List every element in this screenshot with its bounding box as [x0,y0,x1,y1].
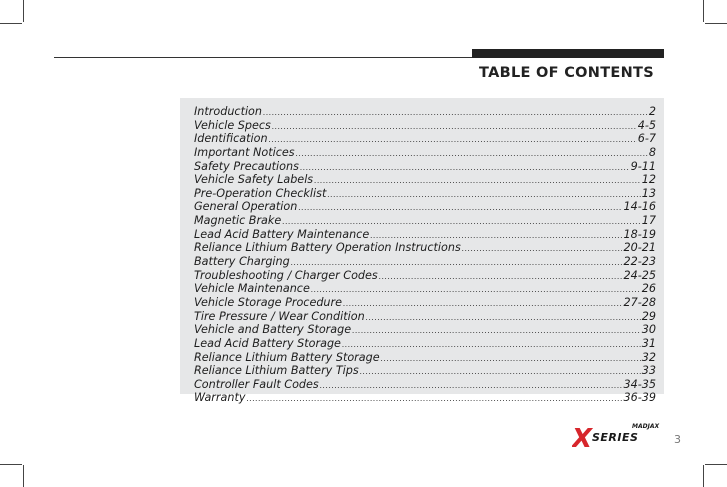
toc-entry [194,255,656,269]
toc-entry [194,132,656,146]
toc-entry [194,173,656,187]
toc-entry-title: Warranty [194,391,246,405]
toc-entry-page: 29 [641,309,656,323]
toc-entry-title: Reliance Lithium Battery Storage [194,350,380,364]
toc-entry-title: Vehicle and Battery Storage [194,323,352,337]
toc-entry-title: Vehicle Specs [194,118,271,132]
toc-entry-page: 36-39 [623,391,656,405]
toc-entry-title: Safety Precautions [194,159,299,173]
toc-entry [194,160,656,174]
logo-brand-series: SERIES [592,431,639,444]
toc-leader-dots [327,188,640,202]
toc-entry-title: Vehicle Safety Labels [194,173,314,187]
toc-leader-dots [342,338,641,352]
toc-entry [194,391,656,405]
toc-entry-title: Introduction [194,105,262,118]
toc-entry [194,228,656,242]
toc-entry-page: 6-7 [637,132,656,146]
toc-leader-dots [269,133,637,147]
toc-entry-title: Identification [194,132,268,146]
toc-leader-dots [379,270,623,284]
toc-entry-title: Controller Fault Codes [194,377,319,391]
toc-entry-title: Reliance Lithium Battery Tips [194,364,359,378]
crop-mark [0,464,22,465]
toc-entry-page: 34-35 [623,377,656,391]
toc-entry-title: Tire Pressure / Wear Condition [194,309,365,323]
toc-entry-title: Lead Acid Battery Storage [194,336,341,350]
toc-entry [194,269,656,283]
toc-entry [194,282,656,296]
toc-entry-page: 26 [641,282,656,296]
toc-entry [194,119,656,133]
logo-brand-x: X [572,424,593,448]
toc-entry-page: 18-19 [623,227,656,241]
toc-leader-dots [314,174,641,188]
toc-entry-page: 24-25 [623,268,656,282]
toc-entry-page: 27-28 [623,295,656,309]
toc-entry [194,105,656,119]
crop-mark [0,23,22,24]
toc-list [194,105,656,405]
toc-entry-title: Pre-Operation Checklist [194,186,327,200]
toc-entry-page: 4-5 [637,118,656,132]
toc-entry-page: 2 [648,105,656,118]
toc-panel [180,98,664,405]
toc-entry [194,378,656,392]
toc-entry [194,200,656,214]
logo-brand-small: MADJAX [632,423,660,430]
toc-entry-page: 20-21 [623,241,656,255]
toc-entry-page: 9-11 [630,159,656,173]
toc-leader-dots [298,201,622,215]
crop-mark [23,0,24,22]
toc-leader-dots [370,229,622,243]
toc-entry [194,146,656,160]
toc-entry-page: 31 [641,336,656,350]
toc-entry-page: 12 [641,173,656,187]
toc-leader-dots [360,365,641,379]
toc-entry-page: 33 [641,364,656,378]
toc-entry-title: Important Notices [194,145,295,159]
toc-entry [194,296,656,310]
toc-entry [194,241,656,255]
toc-leader-dots [343,297,622,311]
crop-mark [23,465,24,487]
toc-leader-dots [320,379,623,393]
toc-leader-dots [352,324,641,338]
toc-entry-page: 13 [641,186,656,200]
toc-entry [194,187,656,201]
toc-leader-dots [366,311,641,325]
toc-entry-title: Lead Acid Battery Maintenance [194,227,370,241]
toc-entry-title: Reliance Lithium Battery Operation Instructions [194,241,461,255]
toc-entry-page: 22-23 [623,255,656,269]
toc-leader-dots [300,161,630,175]
toc-entry [194,364,656,378]
toc-entry-page: 30 [641,323,656,337]
crop-mark [705,464,727,465]
page-title: TABLE OF CONTENTS [479,65,654,81]
toc-leader-dots [291,256,623,270]
toc-leader-dots [311,283,641,297]
toc-entry-title: Battery Charging [194,255,290,269]
toc-entry-title: Troubleshooting / Charger Codes [194,268,378,282]
toc-entry [194,337,656,351]
toc-entry-page: 32 [641,350,656,364]
toc-entry [194,323,656,337]
toc-entry-page: 17 [641,214,656,228]
crop-mark [703,465,704,487]
toc-entry [194,351,656,365]
toc-leader-dots [282,215,640,229]
toc-entry [194,214,656,228]
toc-entry-title: Magnetic Brake [194,214,282,228]
page-number: 3 [674,433,681,446]
toc-entry-title: Vehicle Maintenance [194,282,310,296]
toc-entry-title: Vehicle Storage Procedure [194,295,343,309]
crop-mark [703,0,704,22]
toc-entry-page: 8 [648,145,656,159]
toc-leader-dots [381,352,641,366]
toc-leader-dots [272,120,637,134]
toc-leader-dots [296,147,648,161]
crop-mark [705,23,727,24]
toc-entry-page: 14-16 [623,200,656,214]
madjax-x-series-logo [572,420,662,448]
toc-leader-dots [462,242,623,256]
toc-leader-dots [263,106,648,120]
toc-entry-title: General Operation [194,200,298,214]
header-accent-bar [472,49,664,58]
toc-leader-dots [246,392,622,406]
toc-entry [194,310,656,324]
